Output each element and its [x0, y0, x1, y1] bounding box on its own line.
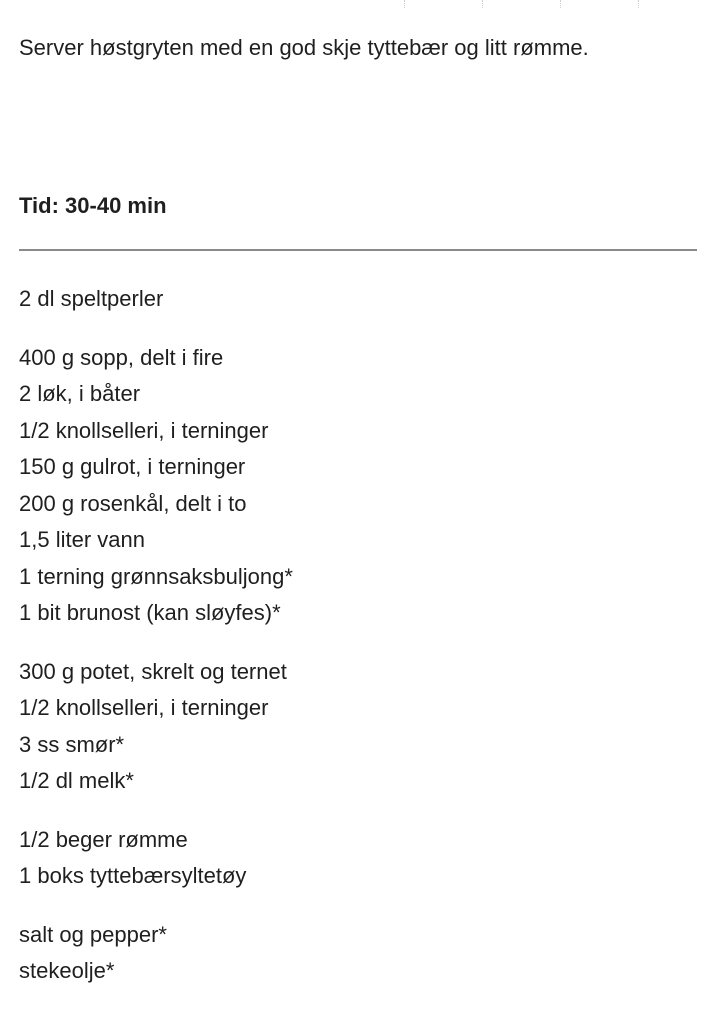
ingredient-item: 2 dl speltperler: [19, 286, 164, 311]
ingredient-item: 1/2 knollselleri, i terninger: [19, 695, 269, 720]
ingredient-group: [19, 281, 293, 318]
ingredient-group: [19, 340, 293, 632]
ingredient-item: salt og pepper*: [19, 921, 167, 947]
ingredient-item: 1/2 beger rømme: [19, 826, 188, 852]
ingredient-item: 2 løk, i båter: [19, 381, 141, 406]
section-divider: [19, 249, 697, 251]
edge-marker: [638, 0, 639, 8]
cooking-time: Tid: 30-40 min: [19, 193, 167, 218]
ingredient-item: 1/2 knollselleri, i terninger: [19, 417, 269, 443]
edge-marker: [560, 0, 561, 8]
edge-marker: [404, 0, 405, 8]
ingredient-item: 1 bit brunost (kan sløyfes)*: [19, 600, 281, 625]
edge-marker: [482, 0, 483, 8]
top-edge-markers: [0, 0, 716, 8]
recipe-content: [19, 29, 699, 983]
ingredient-item: 1,5 liter vann: [19, 527, 145, 552]
ingredient-item: 3 ss smør*: [19, 731, 125, 757]
ingredient-group: [19, 822, 293, 895]
ingredient-item: 400 g sopp, delt i fire: [19, 344, 224, 370]
ingredient-item: 1 boks tyttebærsyltetøy: [19, 863, 247, 888]
ingredient-item: 200 g rosenkål, delt i to: [19, 490, 247, 516]
ingredient-group: [19, 654, 293, 800]
ingredient-list: [19, 281, 293, 1012]
serving-tip: Server høstgryten med en god skje tyttebær og litt rømme.: [19, 35, 589, 60]
ingredient-group: [19, 917, 293, 990]
ingredient-item: 150 g gulrot, i terninger: [19, 454, 246, 479]
ingredient-item: stekeolje*: [19, 958, 115, 983]
ingredient-item: 1 terning grønnsaksbuljong*: [19, 563, 293, 589]
ingredient-item: 300 g potet, skrelt og ternet: [19, 658, 287, 684]
ingredient-item: 1/2 dl melk*: [19, 768, 134, 793]
